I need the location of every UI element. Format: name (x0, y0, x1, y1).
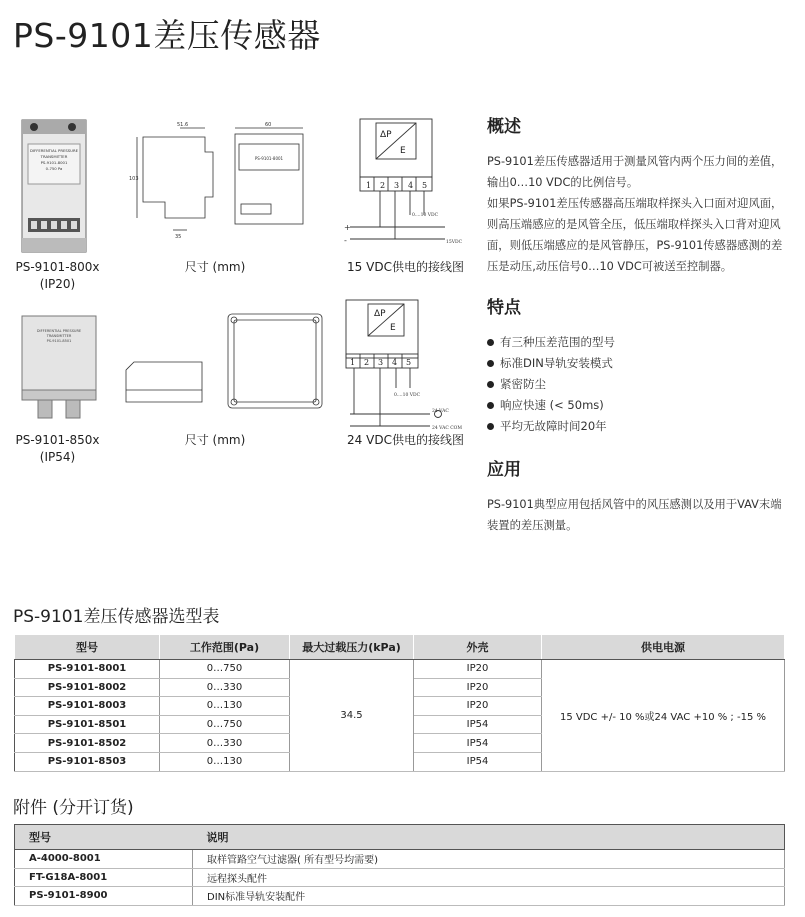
terminal-number: 5 (422, 181, 428, 190)
housing-cell: IP20 (414, 697, 542, 716)
housing-cell: IP54 (414, 734, 542, 753)
bullet-icon (487, 360, 494, 367)
table-row (15, 660, 785, 679)
bullet-icon (487, 339, 494, 346)
terminal-number: 5 (406, 358, 412, 367)
com-label: 24 VAC COM (432, 426, 462, 431)
accessories-table (14, 824, 785, 906)
device2-label-line: TRANSMITTER (46, 334, 72, 338)
overview-paragraph-2: 如果PS-9101差压传感器高压端取样探头入口面对迎风面，则高压端感应的是风管全压，低压端取样探头入口背对迎风面，则低压端感应的是风管静压，PS-9101传感器感测的差压是动压,动压信号0…10 VDC可被送至控制器。 (487, 197, 783, 273)
column-header: 最大过载压力(kPa) (290, 635, 414, 660)
device1-label-line: 0-750 Pa (45, 166, 63, 171)
table-row (15, 850, 785, 869)
output-label: 0....10 VDC (412, 213, 439, 218)
device1-label-line: TRANSMITTER (40, 154, 68, 159)
model-cell: FT-G18A-8001 (15, 868, 193, 887)
output-label: 0....10 VDC (394, 393, 421, 398)
description-column (487, 112, 792, 536)
housing-cell: IP54 (414, 752, 542, 771)
column-header: 工作范围(Pa) (160, 635, 290, 660)
power-cell: 15 VDC +/- 10 %或24 VAC +10 % ; -15 % (542, 660, 785, 772)
device2-model: PS-9101-850x (15, 433, 100, 447)
table-row (15, 887, 785, 906)
dp-label: ΔP (374, 309, 386, 319)
dimension1-caption: 尺寸 (mm) (184, 260, 246, 274)
model-cell: PS-9101-8502 (15, 734, 160, 753)
bullet-icon (487, 423, 494, 430)
terminal-number: 2 (364, 358, 370, 367)
device1-label-line: DIFFERENTIAL PRESSURE (29, 148, 79, 153)
device1-label-line: PS-9101-8001 (40, 160, 68, 165)
housing-cell: IP54 (414, 715, 542, 734)
range-cell: 0…130 (160, 752, 290, 771)
wiring1-caption: 15 VDC供电的接线图 (347, 260, 464, 274)
model-cell: PS-9101-8003 (15, 697, 160, 716)
e-label: E (390, 323, 396, 333)
description-cell: 远程探头配件 (193, 868, 785, 887)
minus-label: - (344, 236, 347, 245)
wiring-diagram-15vdc (340, 115, 475, 255)
selection-table-heading: PS-9101差压传感器选型表 (13, 607, 220, 627)
table-row (15, 868, 785, 887)
device-ip20-image (20, 118, 92, 260)
model-cell: A-4000-8001 (15, 850, 193, 869)
range-cell: 0…750 (160, 660, 290, 679)
feature-item: 标准DIN导轨安装模式 (487, 353, 792, 374)
model-cell: PS-9101-8002 (15, 678, 160, 697)
dp-label: ΔP (380, 130, 392, 140)
description-cell: DIN标准导轨安装配件 (193, 887, 785, 906)
selection-table (14, 634, 785, 772)
page-title: PS-9101差压传感器 (13, 16, 321, 55)
overload-cell: 34.5 (290, 660, 414, 772)
dim-height: 103 (129, 176, 139, 182)
bullet-icon (487, 381, 494, 388)
device1-model: PS-9101-800x (15, 260, 100, 274)
features-heading: 特点 (487, 298, 521, 318)
bullet-icon (487, 402, 494, 409)
terminal-number: 1 (350, 358, 356, 367)
range-cell: 0…330 (160, 678, 290, 697)
vac-label: 24 VAC (432, 409, 449, 414)
range-cell: 0…750 (160, 715, 290, 734)
device1-caption (10, 259, 105, 293)
column-header: 外壳 (414, 635, 542, 660)
front-label: PS-9101-8001 (254, 156, 284, 161)
terminal-number: 3 (378, 358, 384, 367)
plus-label: + (344, 223, 351, 232)
range-cell: 0…130 (160, 697, 290, 716)
column-header: 型号 (15, 635, 160, 660)
dimension-drawing-ip20 (125, 122, 325, 242)
overview-paragraph-1: PS-9101差压传感器适用于测量风管内两个压力间的差值，输出0…10 VDC的比例信号。 (487, 155, 783, 189)
dimension-drawing-ip54 (120, 306, 330, 416)
feature-item: 紧密防尘 (487, 374, 792, 395)
feature-item: 有三种压差范围的型号 (487, 332, 792, 353)
housing-cell: IP20 (414, 660, 542, 679)
terminal-number: 1 (366, 181, 372, 190)
column-header: 供电电源 (542, 635, 785, 660)
device2-rating: (IP54) (39, 450, 76, 464)
model-cell: PS-9101-8900 (15, 887, 193, 906)
column-header: 型号 (15, 825, 193, 850)
dim-rail: 35 (175, 234, 182, 240)
terminal-number: 3 (394, 181, 400, 190)
device1-rating: (IP20) (39, 277, 76, 291)
housing-cell: IP20 (414, 678, 542, 697)
accessories-heading: 附件 (分开订货) (13, 798, 134, 818)
wiring-diagram-24vdc (340, 296, 475, 436)
overview-heading: 概述 (487, 117, 521, 137)
column-header: 说明 (193, 825, 785, 850)
range-cell: 0…330 (160, 734, 290, 753)
terminal-number: 2 (380, 181, 386, 190)
model-cell: PS-9101-8501 (15, 715, 160, 734)
device-ip54-image (18, 310, 108, 430)
feature-item: 响应快速 (< 50ms) (487, 395, 792, 416)
device2-label-line: DIFFERENTIAL PRESSURE (36, 329, 82, 333)
device2-caption (10, 432, 105, 466)
wiring2-caption: 24 VDC供电的接线图 (347, 433, 464, 447)
application-heading: 应用 (487, 460, 521, 480)
dimension2-caption: 尺寸 (mm) (184, 433, 246, 447)
device2-label-line: PS-9101-8501 (46, 339, 72, 343)
terminal-number: 4 (408, 181, 414, 190)
e-label: E (400, 146, 406, 156)
description-cell: 取样管路空气过滤器( 所有型号均需要) (193, 850, 785, 869)
features-list (487, 332, 792, 437)
dim-depth: 51.6 (177, 122, 189, 128)
terminal-number: 4 (392, 358, 398, 367)
application-text: PS-9101典型应用包括风管中的风压感测以及用于VAV末端装置的差压测量。 (487, 498, 782, 532)
feature-item: 平均无故障时间20年 (487, 416, 792, 437)
model-cell: PS-9101-8001 (15, 660, 160, 679)
model-cell: PS-9101-8503 (15, 752, 160, 771)
dim-width: 60 (265, 122, 272, 128)
supply-label: 15VDC (446, 240, 463, 245)
